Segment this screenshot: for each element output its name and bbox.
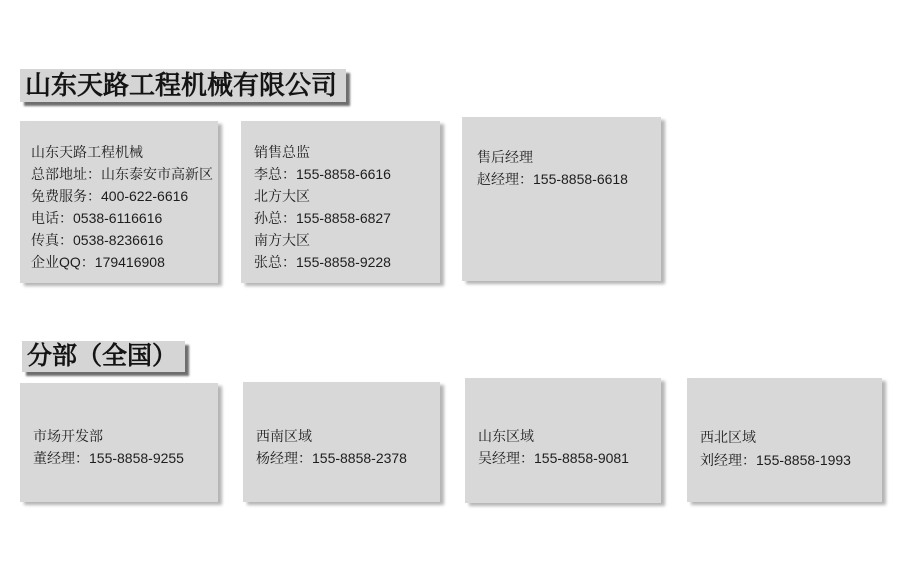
toll-free-number: 免费服务：400-622-6616 (31, 188, 189, 204)
branches-section-title-text: 分部（全国） (27, 342, 178, 370)
card-sales-contacts (241, 121, 440, 283)
card-shandong-region (465, 378, 661, 503)
fax-number: 传真：0538-8236616 (31, 232, 164, 248)
sales-director-phone: 李总：155-8858-6616 (254, 166, 391, 182)
card-after-sales (462, 117, 661, 281)
sales-director-title: 销售总监 (254, 144, 310, 160)
after-sales-title: 售后经理 (477, 149, 533, 165)
card-headquarters (20, 121, 218, 283)
south-region-phone: 张总：155-8858-9228 (254, 254, 391, 270)
south-region-title: 南方大区 (254, 232, 310, 248)
company-qq: 企业QQ：179416908 (31, 254, 165, 270)
card-northwest-region (687, 378, 882, 502)
card-market-development (20, 383, 218, 502)
after-sales-phone: 赵经理：155-8858-6618 (477, 171, 628, 187)
branches-section-title (22, 341, 185, 372)
southwest-region-phone: 杨经理：155-8858-2378 (256, 450, 407, 466)
card-southwest-region (243, 382, 440, 502)
southwest-region-title: 西南区域 (256, 428, 312, 444)
company-short-name: 山东天路工程机械 (31, 144, 143, 160)
phone-number: 电话：0538-6116616 (31, 210, 163, 226)
north-region-phone: 孙总：155-8858-6827 (254, 210, 391, 226)
headquarters-address: 总部地址：山东泰安市高新区 (31, 166, 213, 182)
northwest-region-phone: 刘经理：155-8858-1993 (700, 452, 851, 468)
market-dev-title: 市场开发部 (33, 428, 103, 444)
company-title-text: 山东天路工程机械有限公司 (25, 70, 338, 100)
north-region-title: 北方大区 (254, 188, 310, 204)
company-title (20, 69, 346, 102)
shandong-region-phone: 吴经理：155-8858-9081 (478, 450, 629, 466)
shandong-region-title: 山东区域 (478, 428, 534, 444)
market-dev-phone: 董经理：155-8858-9255 (33, 450, 184, 466)
northwest-region-title: 西北区域 (700, 429, 756, 445)
